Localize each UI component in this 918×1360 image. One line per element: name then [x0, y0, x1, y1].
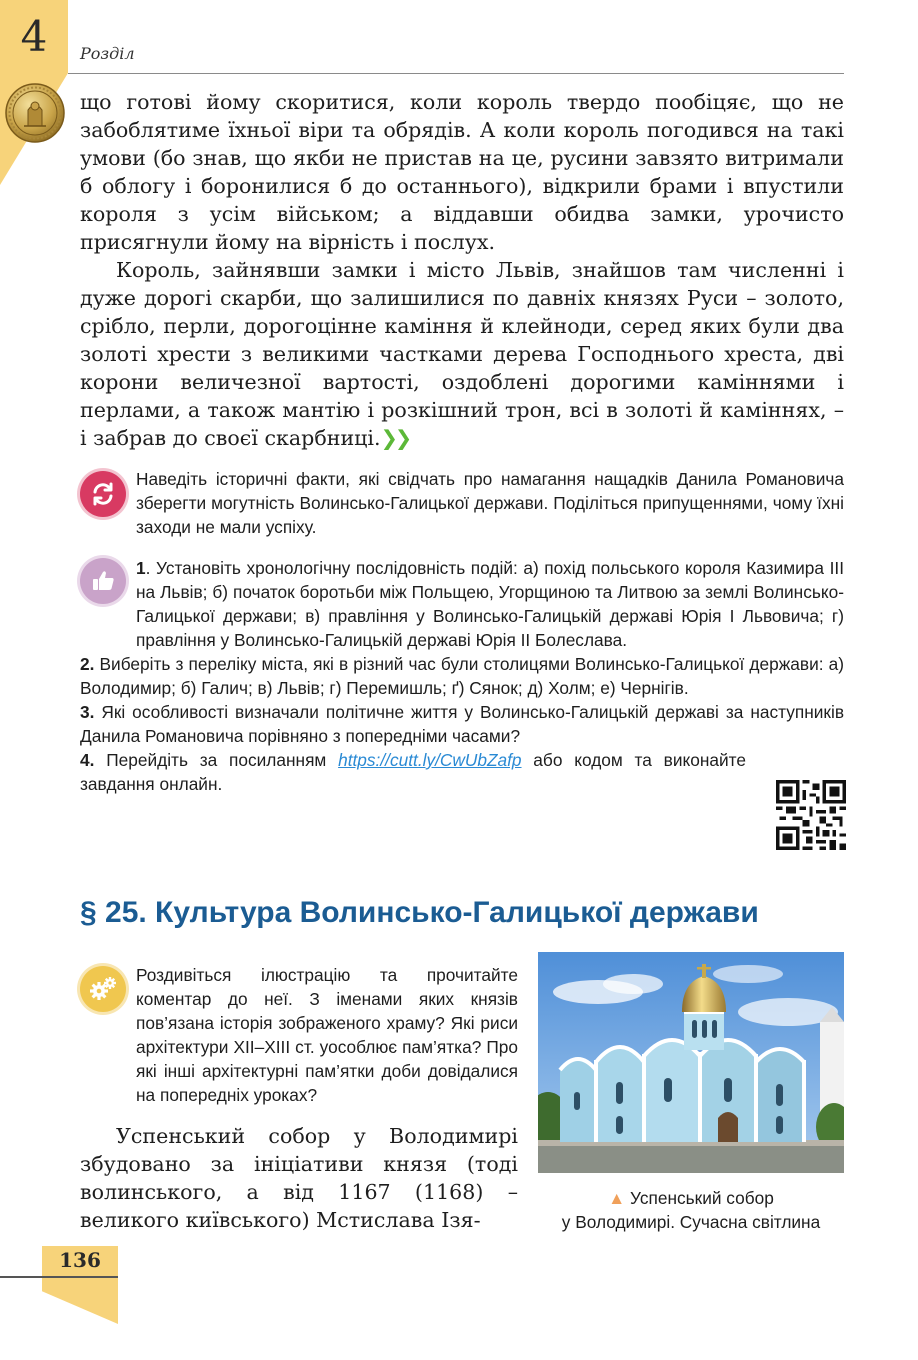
qr-code-icon[interactable] — [776, 780, 846, 850]
assignment-3-text: Які особливості визначали політичне життя у Волинсько-Галицькій державі за наступників Данила Романовича порівняно з попередніми часами? — [80, 702, 844, 746]
quote-end-marker: ❯❯ — [380, 426, 410, 450]
photo-caption — [530, 1186, 852, 1234]
assignment-1-text: . Установіть хронологічну послідовність подій: а) похід польського короля Казимира ІІІ на Львів; б) початок боротьби між Польщею, Угорщиною та Литвою за землі Волинсько-Галицької держави; в) правління у Волинсько-Галицькій державі Юрія І Львовича; г) правління у Волинсько-Галицькій державі Юрія ІІ Болеслава. — [136, 558, 844, 650]
illustration-task — [80, 963, 518, 1107]
assignment-4 — [80, 748, 746, 796]
assignment-3-number: 3. — [80, 702, 95, 722]
chapter-number: 4 — [20, 12, 48, 61]
quote-paragraph-2 — [80, 256, 844, 452]
online-task-link[interactable]: https://cutt.ly/CwUbZafp — [338, 750, 522, 770]
golden-seal-icon — [4, 82, 66, 144]
quote-paragraph-1: що готові йому скоритися, коли король твердо пообіцяє, що не забоблятиме їхньої віри та обрядів. А коли король погодився на такі умови (бо знав, що якби не пристав на це, русини завзято витримали б облогу і боронилися б до останнього), відкрили брами і впустили короля з усім військом; а віддавши обидва замки, урочисто присягнули йому на вірність і послух. — [80, 90, 844, 254]
caption-line-2: у Володимирі. Сучасна світлина — [561, 1212, 821, 1232]
footer-divider — [0, 1276, 118, 1278]
quote-paragraph-2-text: Король, зайнявши замки і місто Львів, знайшов там численні і дуже дорогі скарби, що залишилися по давніх князях Руси – золото, срібло, перли, дорогоцінне каміння й клейноди, серед яких були два золоті хрести з великими частками дерева Господнього хреста, дві корони величезної вартості, оздоблені дорогими каміннями і перлами, а також мантію і розкішний трон, всі в золоті й каміннях, – і забрав до своєї скарбниці. — [80, 258, 844, 450]
assignment-2-number: 2. — [80, 654, 95, 674]
assignment-4-text-before: Перейдіть за посиланням — [94, 750, 339, 770]
main-paragraph: Успенський собор у Володимирі збудовано за ініціативи князя (тоді волинського, а від 1167 (1168) – великого київського) Мстислава Ізя- — [80, 1124, 518, 1232]
caption-triangle-icon: ▲ — [608, 1188, 626, 1208]
assignments-list — [80, 556, 844, 796]
assignment-1-number: 1 — [136, 558, 146, 578]
assignment-4-number: 4. — [80, 750, 95, 770]
illustration-task-text: Роздивіться ілюстрацію та прочитайте коментар до неї. З іменами яких князів пов’язана історія зображеного храму? Які риси архітектури XII–XIII ст. уособлює пам’ятка? Про які інші архітектурні пам’ятки доби довідалися на попередніх уроках? — [136, 965, 518, 1105]
chapter-label: Розділ — [80, 44, 135, 63]
assignment-3 — [80, 700, 844, 748]
header-divider — [68, 73, 844, 74]
think-task-text: Наведіть історичні факти, які свідчать про намагання нащадків Данила Романовича зберегти могутність Волинсько-Галицької держави. Поділіться припущеннями, чому їхні заходи не мали успіху. — [136, 469, 844, 537]
caption-line-1: Успенський собор — [625, 1188, 774, 1208]
assignment-2 — [80, 652, 844, 700]
page-number: 136 — [59, 1248, 101, 1272]
section-title: § 25. Культура Волинсько-Галицької держави — [80, 896, 759, 929]
assignment-1 — [80, 556, 844, 652]
assignment-4-text-after: або кодом та виконайте завдання онлайн. — [80, 750, 746, 794]
assignment-2-text: Виберіть з переліку міста, які в різний час були столицями Волинсько-Галицької держави: а) Володимир; б) Галич; в) Львів; г) Перемишль; ґ) Сянок; д) Холм; е) Чернігів. — [80, 654, 844, 698]
cathedral-photo — [538, 952, 844, 1173]
chapter-tab — [0, 0, 68, 73]
refresh-icon — [80, 471, 126, 517]
